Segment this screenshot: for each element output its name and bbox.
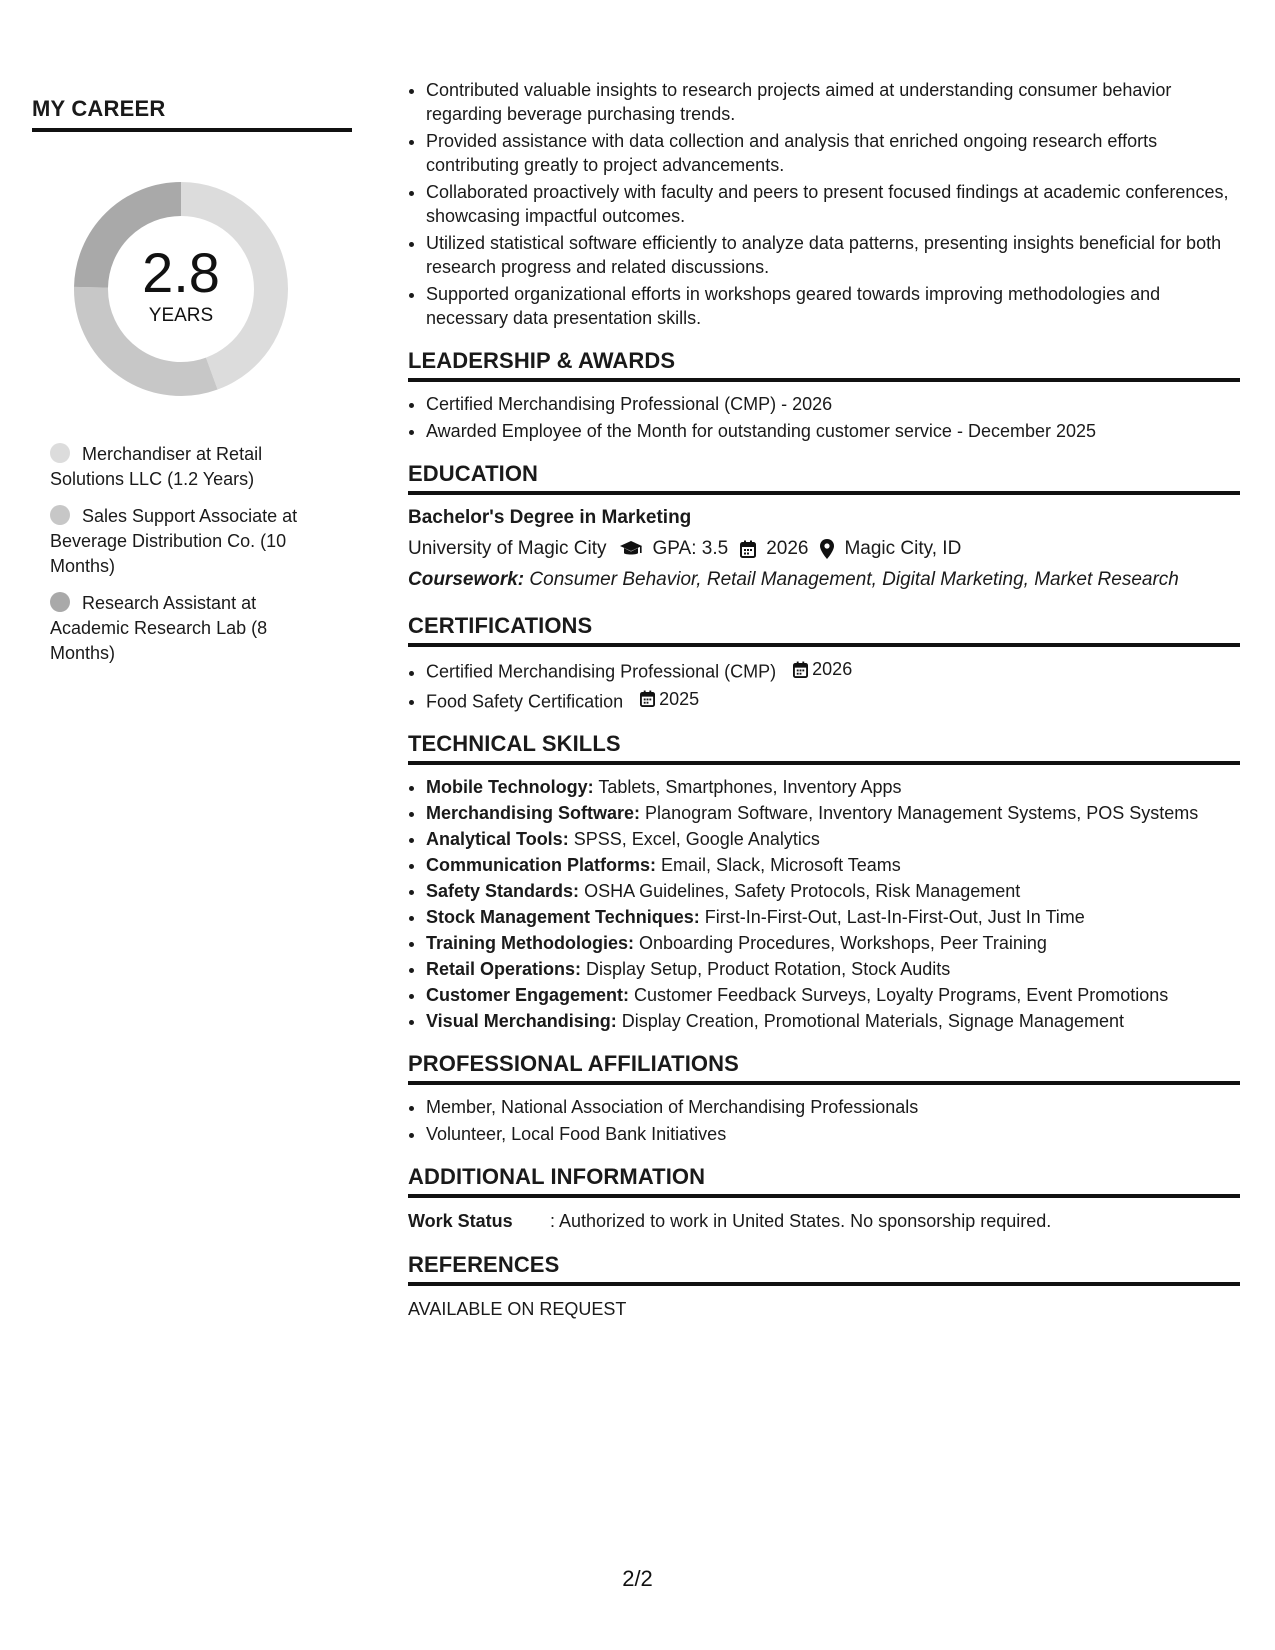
skill-item (426, 905, 1240, 929)
skill-label: Customer Engagement: (426, 985, 630, 1005)
career-donut-chart (66, 174, 296, 404)
experience-bullet: • Utilized statistical software efficiently to analyze data patterns, presenting insights beneficial for both research progress and related discussions. (426, 231, 1240, 279)
education-degree: Bachelor's Degree in Marketing (408, 507, 692, 528)
skill-value: OSHA Guidelines, Safety Protocols, Risk Management (584, 881, 1021, 901)
references-text: AVAILABLE ON REQUEST (408, 1299, 627, 1319)
skill-item (426, 801, 1240, 825)
skill-label: Visual Merchandising: (426, 1011, 617, 1031)
calendar-icon (740, 540, 756, 558)
skill-label: Mobile Technology: (426, 777, 594, 797)
skill-item (426, 1009, 1240, 1033)
graduation-cap-icon (619, 540, 643, 558)
skill-value: Onboarding Procedures, Workshops, Peer Training (639, 933, 1047, 953)
certification-year: 2025 (659, 688, 700, 709)
affiliations-list (408, 1095, 1240, 1146)
skill-value: Tablets, Smartphones, Inventory Apps (598, 777, 902, 797)
legend-item (50, 591, 320, 666)
total-years-unit: YEARS (148, 305, 214, 326)
legend-item (50, 442, 320, 492)
references-title: REFERENCES (408, 1252, 1240, 1286)
education-year: 2026 (766, 538, 809, 559)
donut-center (66, 174, 296, 404)
skill-item (426, 775, 1240, 799)
calendar-icon (793, 661, 808, 678)
career-heading: MY CAREER (32, 96, 352, 132)
education-meta (408, 535, 1240, 563)
certification-name: Certified Merchandising Professional (CMP) (426, 661, 777, 682)
skill-label: Retail Operations: (426, 959, 582, 979)
affiliation-item: • Member, National Association of Merchandising Professionals (426, 1095, 1240, 1119)
skill-value: SPSS, Excel, Google Analytics (573, 829, 820, 849)
skill-label: Training Methodologies: (426, 933, 634, 953)
skill-item (426, 931, 1240, 955)
affiliation-item: • Volunteer, Local Food Bank Initiatives (426, 1122, 1240, 1146)
leadership-item: • Certified Merchandising Professional (CMP) - 2026 (426, 392, 1240, 416)
skill-item (426, 853, 1240, 877)
skill-label: Merchandising Software: (426, 803, 641, 823)
leadership-list (408, 392, 1240, 443)
affiliations-title: PROFESSIONAL AFFILIATIONS (408, 1051, 1240, 1085)
skill-label: Communication Platforms: (426, 855, 657, 875)
legend-label: Merchandiser at Retail Solutions LLC (1.2 Years) (50, 444, 263, 489)
leadership-title: LEADERSHIP & AWARDS (408, 348, 1240, 382)
education-school: University of Magic City (408, 538, 607, 559)
skill-label: Safety Standards: (426, 881, 580, 901)
skill-value: Customer Feedback Surveys, Loyalty Programs, Event Promotions (634, 985, 1169, 1005)
skill-item (426, 827, 1240, 851)
additional-info-title: ADDITIONAL INFORMATION (408, 1164, 1240, 1198)
legend-dot-icon (50, 505, 70, 525)
experience-bullet: • Collaborated proactively with faculty and peers to present focused findings at academic conferences, showcasing impactful outcomes. (426, 180, 1240, 228)
certification-item (426, 687, 1240, 714)
work-status-value: : Authorized to work in United States. No sponsorship required. (550, 1211, 1052, 1231)
skill-label: Analytical Tools: (426, 829, 569, 849)
total-years-value: 2.8 (142, 241, 220, 304)
experience-bullet: • Contributed valuable insights to research projects aimed at understanding consumer behavior regarding beverage purchasing trends. (426, 78, 1240, 126)
certification-year: 2026 (812, 659, 853, 679)
location-pin-icon (820, 539, 834, 559)
legend-dot-icon (50, 592, 70, 612)
experience-bullet: • Provided assistance with data collection and analysis that enriched ongoing research efforts contributing greatly to project advancements. (426, 129, 1240, 177)
education-gpa: GPA: 3.5 (652, 538, 729, 559)
skill-value: Email, Slack, Microsoft Teams (661, 855, 901, 875)
skill-value: First-In-First-Out, Last-In-First-Out, Just In Time (704, 907, 1085, 927)
legend-item (50, 504, 320, 579)
calendar-icon (640, 690, 655, 707)
skills-list (408, 775, 1240, 1033)
career-sidebar (32, 96, 352, 678)
skill-item (426, 983, 1240, 1007)
skill-value: Display Setup, Product Rotation, Stock Audits (586, 959, 951, 979)
certification-item (426, 657, 1240, 684)
certifications-title: CERTIFICATIONS (408, 613, 1240, 647)
legend-label: Research Assistant at Academic Research Lab (8 Months) (50, 593, 268, 663)
education-title: EDUCATION (408, 461, 1240, 495)
work-status-label: Work Status (408, 1211, 513, 1231)
coursework-label: Coursework: (408, 569, 525, 590)
experience-bullets (408, 78, 1240, 330)
skill-item (426, 879, 1240, 903)
skills-title: TECHNICAL SKILLS (408, 731, 1240, 765)
legend-dot-icon (50, 443, 70, 463)
education-location: Magic City, ID (844, 538, 962, 559)
work-status-row (408, 1208, 1240, 1234)
experience-bullet: • Supported organizational efforts in workshops geared towards improving methodologies and necessary data presentation skills. (426, 282, 1240, 330)
skill-value: Display Creation, Promotional Materials, Signage Management (621, 1011, 1124, 1031)
certifications-list (408, 657, 1240, 713)
skill-item (426, 957, 1240, 981)
skill-label: Stock Management Techniques: (426, 907, 700, 927)
page-number: 2/2 (622, 1566, 653, 1591)
certification-name: Food Safety Certification (426, 691, 624, 711)
leadership-item: • Awarded Employee of the Month for outstanding customer service - December 2025 (426, 419, 1240, 443)
resume-main (408, 78, 1240, 1322)
legend-label: Sales Support Associate at Beverage Distribution Co. (10 Months) (50, 506, 298, 576)
skill-value: Planogram Software, Inventory Management Systems, POS Systems (645, 803, 1199, 823)
career-legend (50, 442, 320, 666)
coursework-value: Consumer Behavior, Retail Management, Digital Marketing, Market Research (529, 569, 1179, 590)
education-coursework (408, 565, 1240, 595)
